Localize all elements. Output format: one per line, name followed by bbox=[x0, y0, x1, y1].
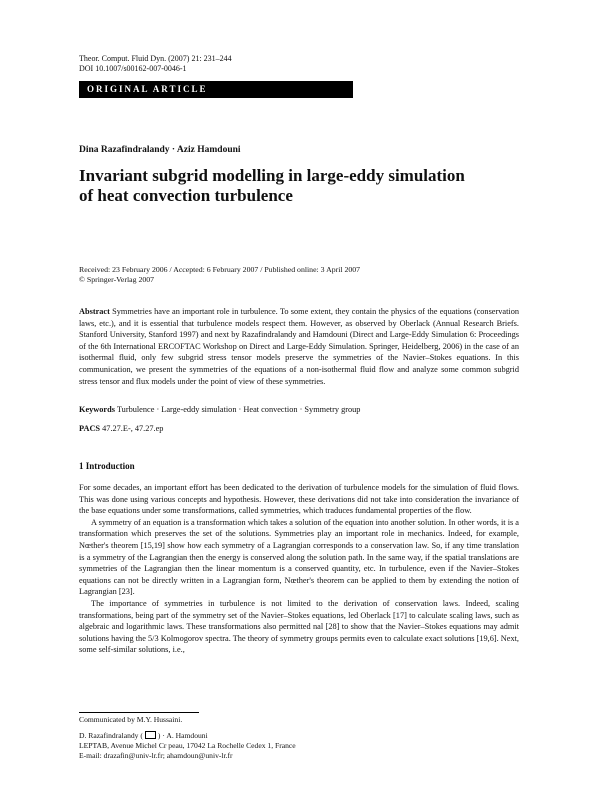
section-body bbox=[79, 482, 519, 656]
paragraph: A symmetry of an equation is a transformation which takes a solution of the equation into another solution. In other words, it is a transformation which preserves the set of the solutions. Symmetries play an important role in mechanics. Indeed, for example, Nœther's theorem [15,19] show how each symmetry of a Lagrangian corresponds to a conservation law. So, if any time translation is a symmetry of the Lagrangian then the energy is conserved along the solution path. In the same way, if the spatial translations are symmetries of the Lagrangian then the linear momentum is a conserved quantity, etc. In turbulence, even if the Navier–Stokes equations can not be directly written in a Lagrangian form, Nœther's theorem can be applied to them by extending the notion of Lagrangian [23]. bbox=[79, 517, 519, 597]
copyright: © Springer-Verlag 2007 bbox=[79, 275, 155, 284]
title-line-2: of heat convection turbulence bbox=[79, 186, 293, 205]
doi: DOI 10.1007/s00162-007-0046-1 bbox=[79, 64, 187, 73]
title-line-1: Invariant subgrid modelling in large-eddy simulation bbox=[79, 166, 465, 185]
pacs-text: 47.27.E-, 47.27.ep bbox=[102, 424, 164, 433]
journal-reference: Theor. Comput. Fluid Dyn. (2007) 21: 231–244 bbox=[79, 54, 232, 63]
affiliation-author-a: D. Razafindralandy bbox=[79, 731, 139, 740]
footnote-rule bbox=[79, 712, 199, 713]
received-dates: Received: 23 February 2006 / Accepted: 6 February 2007 / Published online: 3 April 2007 bbox=[79, 265, 361, 274]
abstract-text: Symmetries have an important role in turbulence. To some extent, they contain the physics of the equations (conservation laws, etc.), and it is essential that turbulence models respect them. However, as observed by Oberlack (Annual Research Briefs. Stanford University, Stanford 1997) and next by Razafindralandy and Hamdouni (Direct and Large-Eddy Simulation 6: Proceedings of the 6th International ERCOFTAC Workshop on Direct and Large-Eddy Simulation. Springer, Heidelberg, 2006) in the case of an isothermal fluid, only few subgrid stress tensor models preserve the symmetries of the Navier–Stokes equations. In this communication, we present the symmetries of the equations of a non-isothermal fluid flow and analyze some common subgrid stress tensor and flux models under the point of view of these symmetries. bbox=[79, 307, 519, 386]
section-heading: 1 Introduction bbox=[79, 461, 135, 471]
keywords-label: Keywords bbox=[79, 405, 115, 414]
affiliation-author-b: · A. Hamdouni bbox=[162, 731, 208, 740]
paragraph: For some decades, an important effort has been dedicated to the derivation of turbulence models for the simulation of fluid flows. This was done using various concepts and hypothesis. However, these derivations did not take into consideration the invariance of the base equations under some transformations, called symmetries, which traduces fundamental properties of the flow. bbox=[79, 483, 519, 516]
abstract bbox=[79, 306, 519, 387]
keywords-text: Turbulence · Large-eddy simulation · Heat convection · Symmetry group bbox=[116, 405, 361, 414]
pacs bbox=[79, 424, 519, 433]
communicated-by: Communicated by M.Y. Hussaini. bbox=[79, 715, 183, 724]
abstract-label: Abstract bbox=[79, 307, 110, 316]
article-type-banner: ORIGINAL ARTICLE bbox=[79, 81, 353, 98]
affiliation bbox=[79, 731, 296, 761]
publication-history bbox=[79, 265, 360, 285]
journal-citation bbox=[79, 54, 232, 74]
paper-title bbox=[79, 166, 519, 206]
pacs-label: PACS bbox=[79, 424, 101, 433]
affiliation-address: LEPTAB, Avenue Michel Cr peau, 17042 La Rochelle Cedex 1, France bbox=[79, 741, 296, 750]
affiliation-authors: D. Razafindralandy ( ) · A. Hamdouni bbox=[79, 731, 208, 740]
keywords bbox=[79, 405, 519, 414]
paragraph: The importance of symmetries in turbulence is not limited to the derivation of conservation laws. Indeed, scaling transformations, being part of the symmetry set of the Navier–Stokes equations, led Oberlack [17] to calculate scaling laws, such as algebraic and logarithmic laws. These transformations also permitted nal [28] to show that the Navier–Stokes equations may admit solutions having the 5/3 Kolmogorov spectra. The theory of symmetry groups permits even to calculate exact solutions [19,6]. Next, some self-similar solutions, i.e., bbox=[79, 598, 519, 655]
envelope-icon bbox=[145, 731, 156, 739]
authors: Dina Razafindralandy · Aziz Hamdouni bbox=[79, 145, 241, 155]
affiliation-email[interactable]: E-mail: drazafin@univ-lr.fr; ahamdoun@univ-lr.fr bbox=[79, 751, 233, 760]
